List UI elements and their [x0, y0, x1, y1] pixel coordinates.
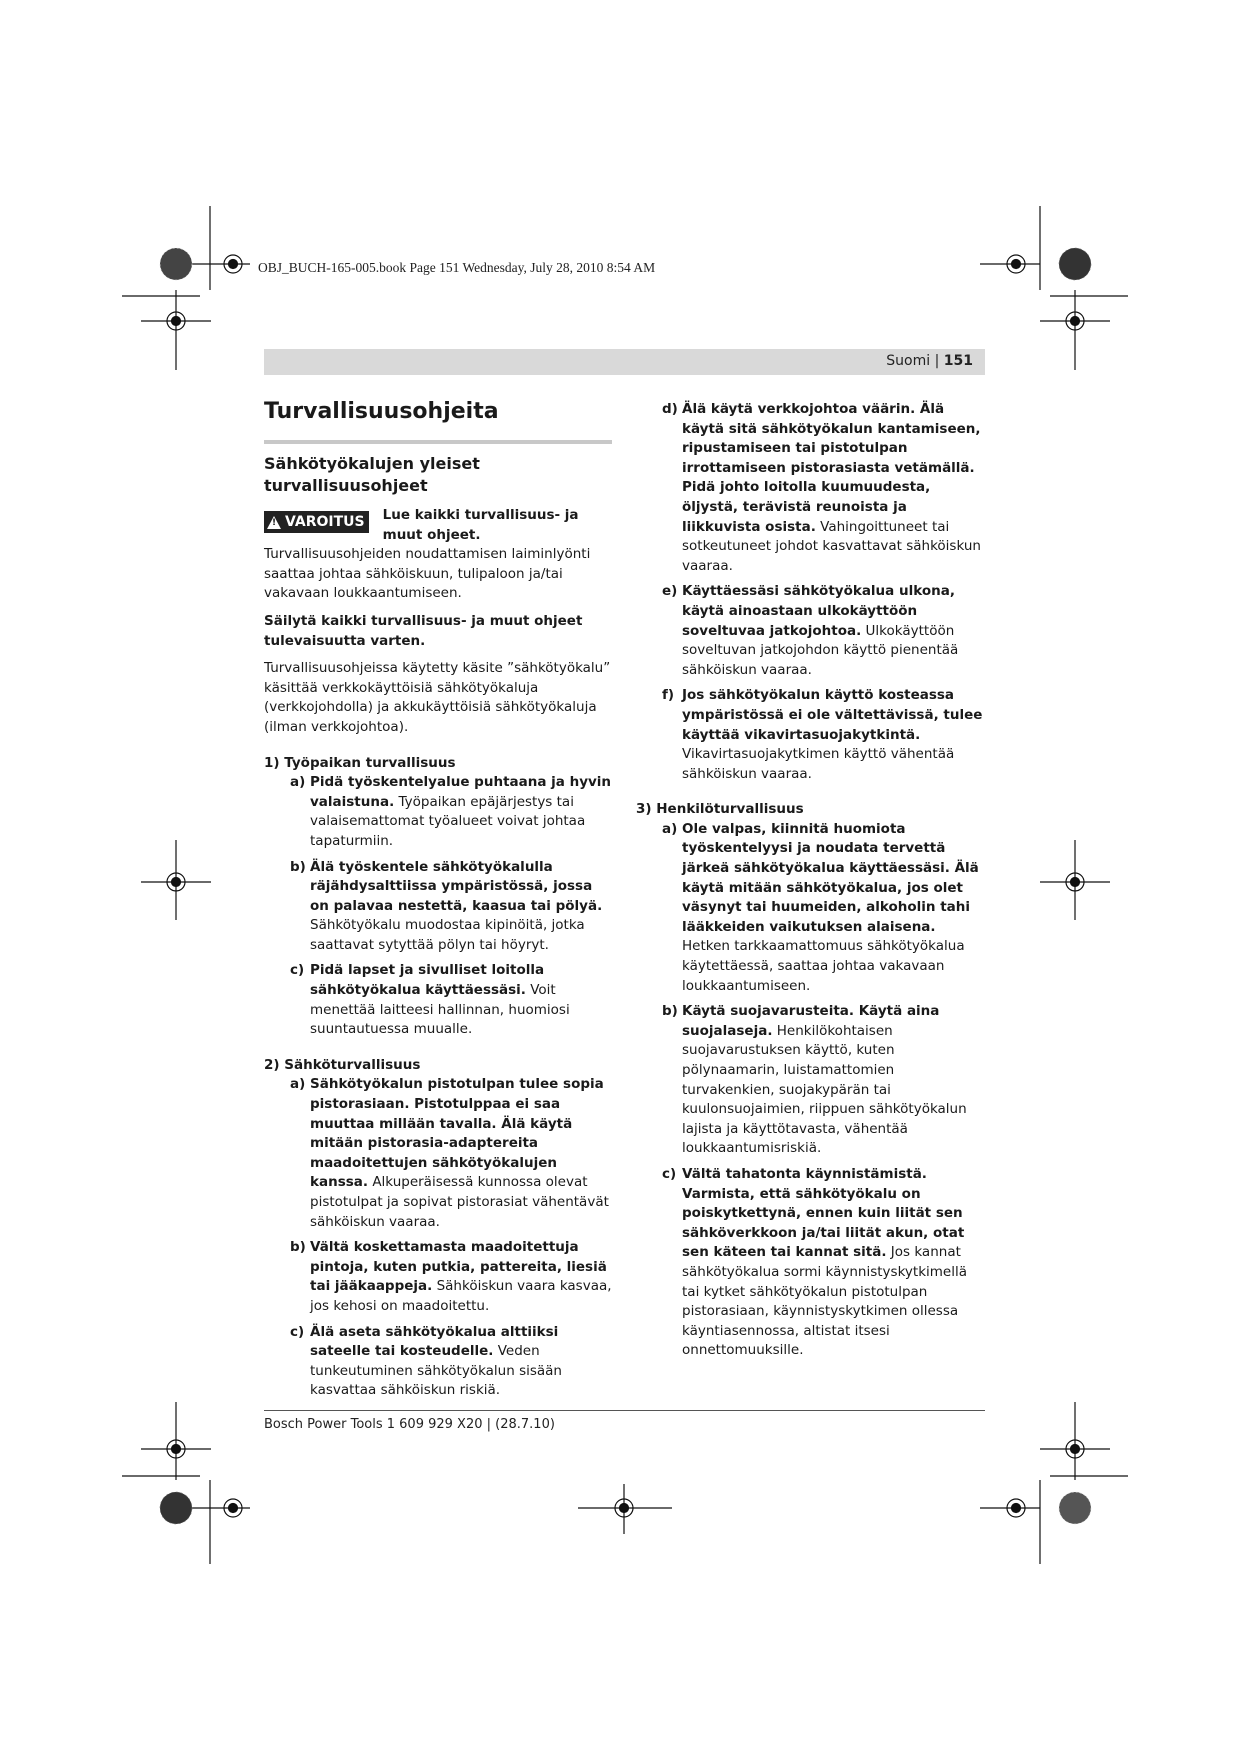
footer-rule [264, 1410, 985, 1411]
header-section: Suomi [886, 353, 931, 369]
list-item: d) Älä käytä verkkojohtoa väärin. Älä käytä sitä sähkötyökalun kantamiseen, ripustamiseen tai pistotulpan irrottamiseen pistorasiasta vetämällä. Pidä johto loitolla kuumuudesta, öljystä, terävistä reunoista ja liikkuvista osista. Vahingoittuneet tai sotkeutuneet johdot kasvattavat sähköiskun vaaraa. [662, 401, 981, 574]
list-item: c) Älä aseta sähkötyökalua alttiiksi sateelle tai kosteudelle. Veden tunkeutuminen sähkötyökalun sisään kasvattaa sähköiskun riskiä. [290, 1323, 562, 1399]
page-number: 151 [943, 353, 973, 369]
list-item: b) Vältä koskettamasta maadoitettuja pintoja, kuten putkia, pattereita, liesiä tai jääkaappeja. Sähköiskun vaara kasvaa, jos kehosi on maadoitettu. [290, 1239, 612, 1314]
warning-block [264, 506, 612, 604]
warning-text: Turvallisuusohjeiden noudattamisen laiminlyönti saattaa johtaa sähköiskuun, tulipaloon ja/tai vakavaan loukkaantumiseen. [264, 546, 591, 602]
header-separator: | [934, 353, 940, 369]
list-item: e) Käyttäessäsi sähkötyökalua ulkona, käytä ainoastaan ulkokäyttöön soveltuvaa jatkojohtoa. Ulkokäyttöön soveltuvan jatkojohdon käyttö pienentää sähköiskun vaaraa. [662, 583, 959, 678]
footer: Bosch Power Tools 1 609 929 X20 | (28.7.10) [264, 1417, 555, 1432]
warning-badge [264, 511, 369, 533]
keep-instructions: Säilytä kaikki turvallisuus- ja muut ohjeet tulevaisuutta varten. [264, 612, 583, 649]
list-item: b) Älä työskentele sähkötyökalulla räjähdysalttiissa ympäristössä, jossa on palavaa nestettä, kaasua tai pölyä. Sähkötyökalu muodostaa kipinöitä, jotka saattavat sytyttää pölyn tai höyryt. [290, 858, 603, 953]
warning-badge-label: VAROITUS [285, 514, 365, 530]
header-text [886, 353, 973, 369]
warning-bold: Lue kaikki turvallisuus- ja muut ohjeet. [382, 507, 579, 543]
list-item: a) Pidä työskentelyalue puhtaana ja hyvin valaistuna. Työpaikan epäjärjestys tai valaisemattomat työalueet voivat johtaa tapaturmiin. [290, 774, 612, 849]
list-item: b) Käytä suojavarusteita. Käytä aina suojalaseja. Henkilökohtaisen suojavarustuksen käyttö, kuten pölynaamarin, luistamattomien turvakenkien, suojakypärän tai kuulonsuojaimien, riippuen sähkötyökalun lajista ja käyttötavasta, vähentää loukkaantumisriskiä. [662, 1003, 967, 1157]
subtitle: Sähkötyökalujen yleiset turvallisuusohjeet [264, 454, 480, 495]
page-title: Turvallisuusohjeita [264, 399, 499, 424]
list-item: c) Vältä tahatonta käynnistämistä. Varmista, että sähkötyökalu on poiskytkettynä, ennen kuin liität sen sähköverkkoon ja/tai liität akun, otat sen käteen tai kannat sitä. Jos kannat sähkötyökalua sormi käynnistyskytkimellä tai kytket sähkötyökalun pistotulpan pistorasiaan, käynnistyskytkimen ollessa käyntiasennossa, altistat itsesi onnettomuuksille. [662, 1165, 967, 1359]
list-item: a) Sähkötyökalun pistotulpan tulee sopia pistorasiaan. Pistotulppaa ei saa muuttaa millään tavalla. Älä käytä mitään pistorasia-adaptereita maadoitettujen sähkötyökalujen kanssa. Alkuperäisessä kunnossa olevat pistotulpat ja sopivat pistorasiat vähentävät sähköiskun vaaraa. [290, 1076, 609, 1230]
list-item: a) Ole valpas, kiinnitä huomiota työskentelyysi ja noudata tervettä järkeä sähkötyökalua käyttäessäsi. Älä käytä mitään sähkötyökalua, jos olet väsynyt tai huumeiden, alkoholin tahi lääkkeiden vaikutuksen alaisena. Hetken tarkkaamattomuus sähkötyökalua käytettäessä, saattaa johtaa vakavaan loukkaantumiseen. [662, 820, 979, 994]
left-column [264, 398, 612, 1407]
list-item: f) Jos sähkötyökalun käyttö kosteassa ympäristössä ei ole vältettävissä, tulee käyttää vikavirtasuojakytkintä. Vikavirtasuojakytkimen käyttö vähentää sähköiskun vaaraa. [662, 687, 983, 782]
title-rule [264, 440, 612, 444]
warning-triangle-icon [267, 516, 281, 529]
list-item: c) Pidä lapset ja sivulliset loitolla sähkötyökalua käyttäessäsi. Voit menettää laitteesi hallinnan, huomiosi suuntautuessa muualle. [290, 962, 570, 1038]
section-heading-2: 2) Sähköturvallisuus [264, 1056, 421, 1073]
right-column [636, 400, 986, 1367]
running-header [264, 349, 985, 375]
section-heading-1: 1) Työpaikan turvallisuus [264, 754, 456, 771]
section-heading-3: 3) Henkilöturvallisuus [636, 801, 804, 818]
print-slug: OBJ_BUCH-165-005.book Page 151 Wednesday, July 28, 2010 8:54 AM [258, 260, 656, 275]
intro-paragraph: Turvallisuusohjeissa käytetty käsite ”sähkötyökalu” käsittää verkkokäyttöisiä sähkötyökaluja (verkkojohdolla) ja akkukäyttöisiä sähkötyökaluja (ilman verkkojohtoa). [264, 660, 611, 735]
